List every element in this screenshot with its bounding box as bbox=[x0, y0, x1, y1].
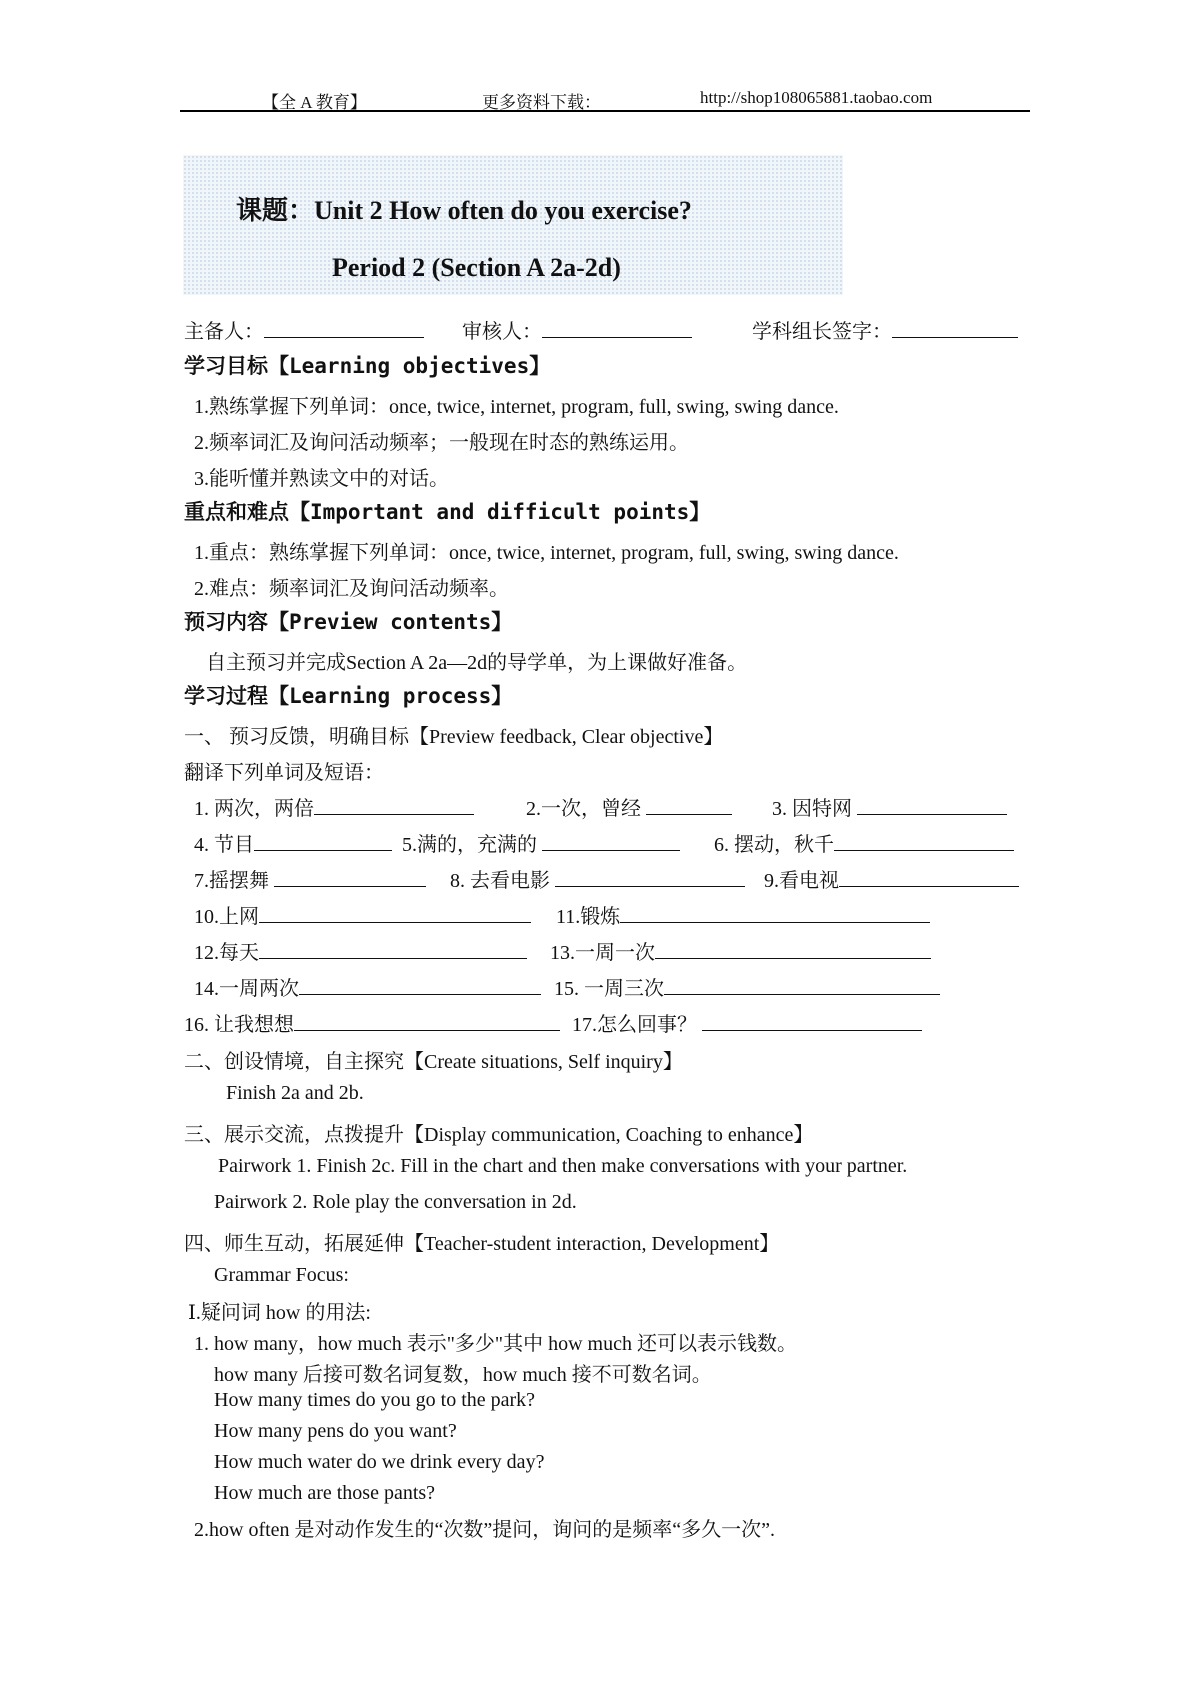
vocab-item bbox=[526, 792, 732, 821]
pairwork-2: Pairwork 2. Role play the conversation in 2d. bbox=[214, 1191, 577, 1213]
key-point-item: 2.难点：频率词汇及询问活动频率。 bbox=[194, 578, 509, 600]
vocab-label: 5.满的，充满的 bbox=[402, 834, 537, 856]
signature-preparer bbox=[184, 315, 424, 344]
vocab-label: 15. 一周三次 bbox=[554, 978, 664, 1000]
vocab-blank[interactable] bbox=[834, 832, 1014, 851]
signature-reviewer-label: 审核人： bbox=[462, 321, 542, 343]
vocab-blank[interactable] bbox=[314, 796, 474, 815]
vocab-item bbox=[194, 828, 392, 857]
key-point-item: 1.重点：熟练掌握下列单词：once, twice, internet, program, full, swing, swing dance. bbox=[194, 542, 899, 564]
vocab-label: 14.一周两次 bbox=[194, 978, 299, 1000]
vocab-item bbox=[194, 936, 527, 965]
vocab-label: 11.锻炼 bbox=[556, 906, 621, 928]
objectives-heading: 学习目标【Learning objectives】 bbox=[184, 354, 551, 378]
grammar-example: How much are those pants? bbox=[214, 1482, 436, 1504]
reviewer-blank[interactable] bbox=[542, 319, 692, 338]
vocab-blank[interactable] bbox=[655, 940, 931, 959]
grammar-focus: Grammar Focus: bbox=[214, 1264, 349, 1286]
vocab-blank[interactable] bbox=[839, 868, 1019, 887]
vocab-item bbox=[556, 900, 930, 929]
process-heading: 学习过程【Learning process】 bbox=[184, 684, 513, 708]
grammar-line: 1. how many，how much 表示"多少"其中 how much 还可以表示钱数。 bbox=[194, 1333, 797, 1355]
vocab-item bbox=[194, 864, 426, 893]
part3-heading: 三、展示交流，点拨提升【Display communication, Coaching to enhance】 bbox=[184, 1124, 814, 1146]
translate-instruction: 翻译下列单词及短语： bbox=[184, 762, 384, 784]
preparer-blank[interactable] bbox=[264, 319, 424, 338]
vocab-item bbox=[550, 936, 931, 965]
grammar-example: How much water do we drink every day? bbox=[214, 1451, 545, 1473]
vocab-label: 16. 让我想想 bbox=[184, 1014, 294, 1036]
vocab-item bbox=[194, 972, 541, 1001]
vocab-blank[interactable] bbox=[664, 976, 940, 995]
grammar-example: How many times do you go to the park? bbox=[214, 1389, 536, 1411]
signature-leader bbox=[752, 315, 1018, 344]
preview-text: 自主预习并完成Section A 2a—2d的导学单，为上课做好准备。 bbox=[206, 652, 748, 674]
vocab-item bbox=[450, 864, 745, 893]
part2-heading: 二、创设情境，自主探究【Create situations, Self inquiry】 bbox=[184, 1051, 683, 1073]
vocab-label: 4. 节目 bbox=[194, 834, 254, 856]
vocab-label: 8. 去看电影 bbox=[450, 870, 550, 892]
vocab-blank[interactable] bbox=[274, 868, 426, 887]
vocab-label: 7.摇摆舞 bbox=[194, 870, 269, 892]
vocab-label: 12.每天 bbox=[194, 942, 259, 964]
vocab-blank[interactable] bbox=[542, 832, 680, 851]
grammar-section-1: Ⅰ.疑问词 how 的用法: bbox=[188, 1302, 371, 1324]
vocab-blank[interactable] bbox=[857, 796, 1007, 815]
vocab-blank[interactable] bbox=[299, 976, 541, 995]
vocab-blank[interactable] bbox=[259, 940, 527, 959]
preview-heading: 预习内容【Preview contents】 bbox=[184, 610, 513, 634]
vocab-item bbox=[554, 972, 940, 1001]
vocab-blank[interactable] bbox=[702, 1012, 922, 1031]
vocab-item bbox=[764, 864, 1019, 893]
vocab-label: 3. 因特网 bbox=[772, 798, 852, 820]
vocab-blank[interactable] bbox=[646, 796, 732, 815]
vocab-label: 17.怎么回事？ bbox=[572, 1014, 697, 1036]
grammar-example: How many pens do you want? bbox=[214, 1420, 457, 1442]
vocab-blank[interactable] bbox=[294, 1012, 560, 1031]
header-rule bbox=[180, 110, 1030, 112]
grammar-line: 2.how often 是对动作发生的“次数”提问，询问的是频率“多久一次”. bbox=[194, 1519, 776, 1541]
key-points-heading: 重点和难点【Important and difficult points】 bbox=[184, 500, 711, 524]
vocab-blank[interactable] bbox=[259, 904, 531, 923]
vocab-item bbox=[194, 900, 531, 929]
vocab-label: 13.一周一次 bbox=[550, 942, 655, 964]
vocab-label: 10.上网 bbox=[194, 906, 259, 928]
vocab-item bbox=[402, 828, 680, 857]
vocab-label: 2.一次，曾经 bbox=[526, 798, 641, 820]
header-brand: 【全 A 教育】 bbox=[262, 93, 367, 112]
signature-reviewer bbox=[462, 315, 692, 344]
vocab-item bbox=[184, 1008, 560, 1037]
lesson-title: 课题：Unit 2 How often do you exercise? bbox=[236, 196, 692, 225]
vocab-blank[interactable] bbox=[555, 868, 745, 887]
vocab-item bbox=[772, 792, 1007, 821]
leader-blank[interactable] bbox=[892, 319, 1018, 338]
objective-item: 3.能听懂并熟读文中的对话。 bbox=[194, 468, 449, 490]
grammar-line: how many 后接可数名词复数，how much 接不可数名词。 bbox=[214, 1364, 712, 1386]
header-url[interactable]: http://shop108065881.taobao.com bbox=[700, 88, 933, 107]
pairwork-1: Pairwork 1. Finish 2c. Fill in the chart and then make conversations with your partner. bbox=[218, 1155, 908, 1177]
vocab-label: 6. 摆动，秋千 bbox=[714, 834, 834, 856]
vocab-label: 9.看电视 bbox=[764, 870, 839, 892]
objective-item: 2.频率词汇及询问活动频率；一般现在时态的熟练运用。 bbox=[194, 432, 689, 454]
vocab-label: 1. 两次，两倍 bbox=[194, 798, 314, 820]
vocab-item bbox=[714, 828, 1014, 857]
vocab-item bbox=[572, 1008, 922, 1037]
signature-leader-label: 学科组长签字： bbox=[752, 321, 892, 343]
part4-heading: 四、师生互动，拓展延伸【Teacher-student interaction, Development】 bbox=[184, 1233, 780, 1255]
lesson-period: Period 2 (Section A 2a-2d) bbox=[332, 253, 621, 282]
part2-task: Finish 2a and 2b. bbox=[226, 1082, 364, 1104]
header-download-label: 更多资料下载： bbox=[482, 93, 601, 112]
vocab-blank[interactable] bbox=[254, 832, 392, 851]
objective-item: 1.熟练掌握下列单词：once, twice, internet, program, full, swing, swing dance. bbox=[194, 396, 839, 418]
vocab-blank[interactable] bbox=[620, 904, 930, 923]
part1-heading: 一、 预习反馈，明确目标【Preview feedback, Clear objective】 bbox=[184, 726, 724, 748]
signature-preparer-label: 主备人： bbox=[184, 321, 264, 343]
vocab-item bbox=[194, 792, 474, 821]
